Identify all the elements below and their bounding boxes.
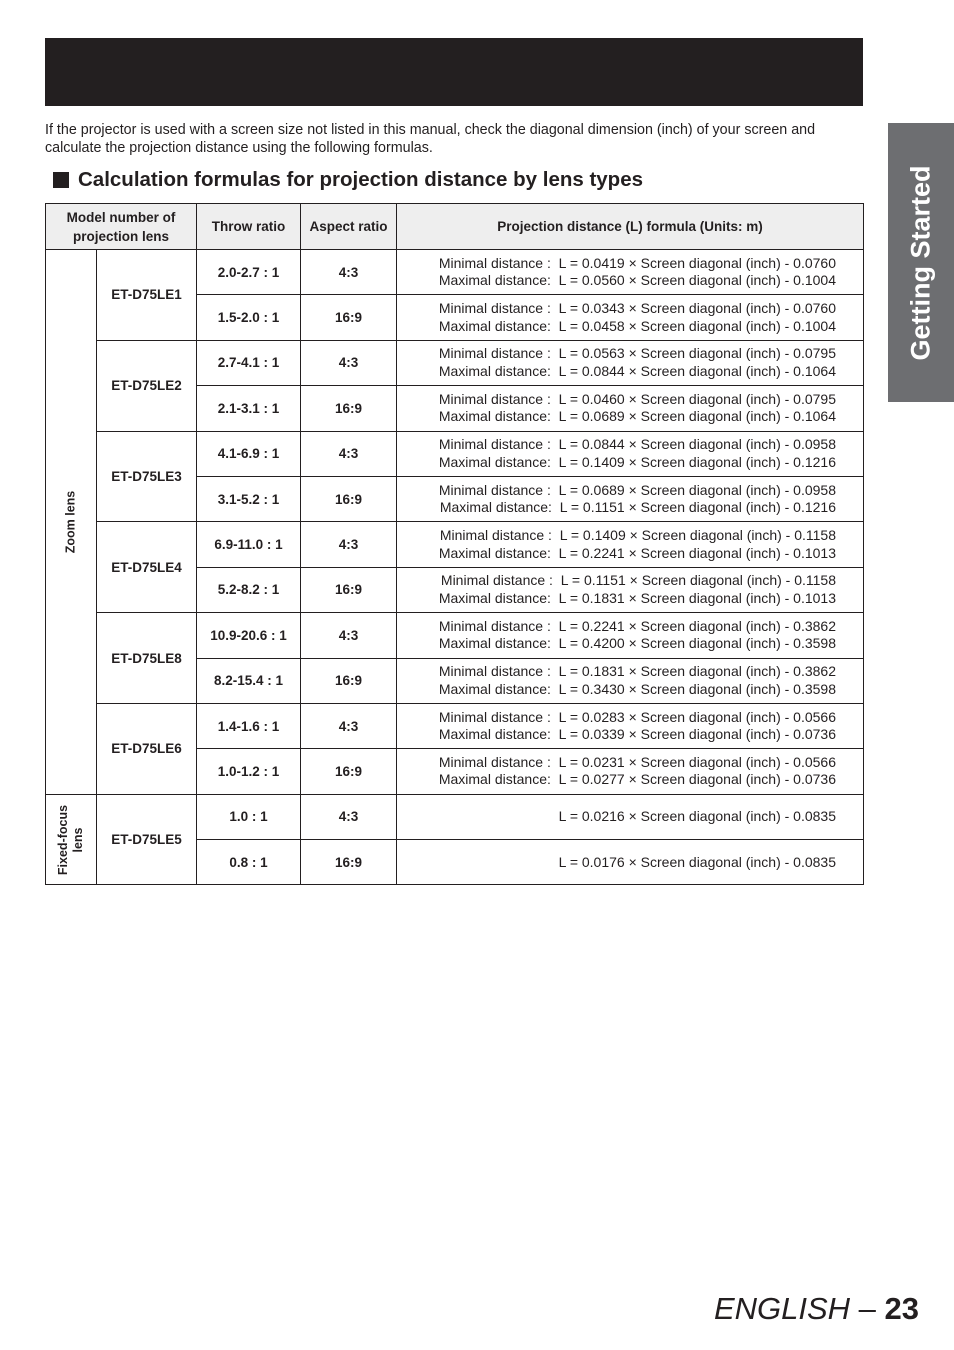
min-distance-formula: L = 0.1831 × Screen diagonal (inch) - 0.3862 xyxy=(558,663,836,680)
max-distance-label: Maximal distance: xyxy=(438,317,551,334)
formula-line xyxy=(397,754,836,772)
throw-ratio: 3.1-5.2 : 1 xyxy=(197,476,301,521)
formula-line xyxy=(397,482,836,500)
formula-line xyxy=(397,345,836,363)
min-distance-formula: L = 0.0689 × Screen diagonal (inch) - 0.0958 xyxy=(558,481,836,498)
min-distance-formula: L = 0.1409 × Screen diagonal (inch) - 0.1158 xyxy=(559,527,836,544)
page-footer xyxy=(714,1291,919,1327)
table-row xyxy=(46,794,864,839)
lens-group-label xyxy=(56,805,86,875)
table-row xyxy=(46,613,864,658)
section-tab-label: Getting Started xyxy=(905,164,936,361)
max-distance-formula: L = 0.2241 × Screen diagonal (inch) - 0.1013 xyxy=(558,544,836,561)
aspect-ratio: 4:3 xyxy=(301,431,397,476)
min-distance-label: Minimal distance : xyxy=(438,254,551,271)
table-header-row xyxy=(46,204,864,250)
min-distance-label: Minimal distance : xyxy=(438,390,551,407)
section-tab xyxy=(888,123,954,402)
aspect-ratio: 16:9 xyxy=(301,295,397,340)
max-distance-formula: L = 0.4200 × Screen diagonal (inch) - 0.3598 xyxy=(558,635,836,652)
distance-formula xyxy=(397,386,864,431)
formula-line xyxy=(397,709,836,727)
throw-ratio: 1.5-2.0 : 1 xyxy=(197,295,301,340)
throw-ratio: 1.0 : 1 xyxy=(197,794,301,839)
footer-language: ENGLISH xyxy=(713,1291,851,1326)
formula-value: L = 0.0216 × Screen diagonal (inch) - 0.0835 xyxy=(558,808,836,825)
formula-line xyxy=(397,771,836,789)
formula-line xyxy=(397,681,836,699)
formula-line xyxy=(397,663,836,681)
lens-group-label-line: lens xyxy=(71,827,85,853)
max-distance-formula: L = 0.1831 × Screen diagonal (inch) - 0.1013 xyxy=(558,589,836,606)
max-distance-label: Maximal distance: xyxy=(438,635,551,652)
max-distance-formula: L = 0.1151 × Screen diagonal (inch) - 0.1216 xyxy=(559,499,836,516)
lens-model: ET-D75LE8 xyxy=(97,613,197,704)
min-distance-label: Minimal distance : xyxy=(438,300,551,317)
min-distance-label: Minimal distance : xyxy=(438,345,551,362)
max-distance-formula: L = 0.1409 × Screen diagonal (inch) - 0.1216 xyxy=(558,453,836,470)
max-distance-formula: L = 0.0560 × Screen diagonal (inch) - 0.1004 xyxy=(558,272,836,289)
header-aspect-ratio: Aspect ratio xyxy=(301,204,397,250)
aspect-ratio: 4:3 xyxy=(301,522,397,567)
lens-model: ET-D75LE1 xyxy=(97,250,197,341)
header-bar xyxy=(45,38,863,106)
aspect-ratio: 16:9 xyxy=(301,658,397,703)
min-distance-formula: L = 0.0231 × Screen diagonal (inch) - 0.0566 xyxy=(558,753,836,770)
distance-formula xyxy=(397,522,864,567)
distance-formula xyxy=(397,794,864,839)
throw-ratio: 2.7-4.1 : 1 xyxy=(197,340,301,385)
table-row xyxy=(46,703,864,748)
formula-line xyxy=(397,499,836,517)
lens-model: ET-D75LE5 xyxy=(97,794,197,885)
distance-formula xyxy=(397,340,864,385)
min-distance-formula: L = 0.0283 × Screen diagonal (inch) - 0.0566 xyxy=(558,708,836,725)
max-distance-label: Maximal distance: xyxy=(438,272,551,289)
max-distance-label: Maximal distance: xyxy=(438,362,551,379)
aspect-ratio: 4:3 xyxy=(301,613,397,658)
aspect-ratio: 16:9 xyxy=(301,476,397,521)
table-row xyxy=(46,431,864,476)
formula-line xyxy=(397,635,836,653)
formula-line xyxy=(397,318,836,336)
formula-line xyxy=(397,391,836,409)
min-distance-formula: L = 0.0844 × Screen diagonal (inch) - 0.0958 xyxy=(558,436,836,453)
min-distance-formula: L = 0.0343 × Screen diagonal (inch) - 0.0760 xyxy=(558,300,836,317)
header-model: Model number of projection lens xyxy=(46,204,197,250)
max-distance-formula: L = 0.0844 × Screen diagonal (inch) - 0.1064 xyxy=(558,362,836,379)
throw-ratio: 4.1-6.9 : 1 xyxy=(197,431,301,476)
throw-ratio: 0.8 : 1 xyxy=(197,840,301,885)
aspect-ratio: 4:3 xyxy=(301,250,397,295)
aspect-ratio: 16:9 xyxy=(301,749,397,794)
min-distance-formula: L = 0.2241 × Screen diagonal (inch) - 0.3862 xyxy=(558,617,836,634)
min-distance-formula: L = 0.1151 × Screen diagonal (inch) - 0.1158 xyxy=(560,572,836,589)
distance-formula xyxy=(397,250,864,295)
bullet-square-icon xyxy=(53,172,69,188)
formula-line xyxy=(397,618,836,636)
distance-formula xyxy=(397,567,864,612)
min-distance-formula: L = 0.0563 × Screen diagonal (inch) - 0.0795 xyxy=(558,345,836,362)
distance-formula xyxy=(397,295,864,340)
throw-ratio: 1.0-1.2 : 1 xyxy=(197,749,301,794)
formula-line xyxy=(397,545,836,563)
distance-formula xyxy=(397,658,864,703)
max-distance-label: Maximal distance: xyxy=(439,499,552,516)
distance-formula xyxy=(397,476,864,521)
aspect-ratio: 4:3 xyxy=(301,703,397,748)
throw-ratio: 6.9-11.0 : 1 xyxy=(197,522,301,567)
formula-line xyxy=(397,272,836,290)
max-distance-formula: L = 0.0277 × Screen diagonal (inch) - 0.0736 xyxy=(558,771,836,788)
throw-ratio: 2.1-3.1 : 1 xyxy=(197,386,301,431)
formula-line xyxy=(397,436,836,454)
page-number: 23 xyxy=(884,1291,919,1326)
max-distance-formula: L = 0.0689 × Screen diagonal (inch) - 0.1064 xyxy=(558,408,836,425)
lens-group-label-line: Fixed-focus xyxy=(56,804,70,875)
header-formula: Projection distance (L) formula (Units: m) xyxy=(397,204,864,250)
header-throw-ratio: Throw ratio xyxy=(197,204,301,250)
max-distance-formula: L = 0.0458 × Screen diagonal (inch) - 0.1004 xyxy=(558,317,836,334)
aspect-ratio: 16:9 xyxy=(301,567,397,612)
section-heading-text: Calculation formulas for projection distance by lens types xyxy=(78,168,644,191)
lens-group-cell xyxy=(46,250,97,795)
formula-line xyxy=(397,726,836,744)
formula-line xyxy=(397,300,836,318)
formula-line xyxy=(397,527,836,545)
max-distance-formula: L = 0.0339 × Screen diagonal (inch) - 0.0736 xyxy=(558,726,836,743)
aspect-ratio: 4:3 xyxy=(301,340,397,385)
lens-model: ET-D75LE6 xyxy=(97,703,197,794)
footer-separator: – xyxy=(850,1291,885,1326)
max-distance-label: Maximal distance: xyxy=(438,726,551,743)
formula-line xyxy=(397,363,836,381)
min-distance-label: Minimal distance : xyxy=(439,527,552,544)
max-distance-label: Maximal distance: xyxy=(438,408,551,425)
table-row xyxy=(46,250,864,295)
formula-line xyxy=(397,572,836,590)
min-distance-formula: L = 0.0419 × Screen diagonal (inch) - 0.0760 xyxy=(558,254,836,271)
min-distance-formula: L = 0.0460 × Screen diagonal (inch) - 0.0795 xyxy=(558,390,836,407)
distance-formula xyxy=(397,431,864,476)
min-distance-label: Minimal distance : xyxy=(438,481,551,498)
lens-model: ET-D75LE2 xyxy=(97,340,197,431)
max-distance-label: Maximal distance: xyxy=(438,544,551,561)
formula-line xyxy=(397,454,836,472)
formula-line xyxy=(397,808,836,826)
min-distance-label: Minimal distance : xyxy=(438,436,551,453)
table-row xyxy=(46,522,864,567)
throw-ratio: 2.0-2.7 : 1 xyxy=(197,250,301,295)
aspect-ratio: 16:9 xyxy=(301,840,397,885)
min-distance-label: Minimal distance : xyxy=(438,663,551,680)
lens-model: ET-D75LE3 xyxy=(97,431,197,522)
lens-group-cell xyxy=(46,794,97,885)
formula-value: L = 0.0176 × Screen diagonal (inch) - 0.0835 xyxy=(558,853,836,870)
throw-ratio: 10.9-20.6 : 1 xyxy=(197,613,301,658)
max-distance-label: Maximal distance: xyxy=(438,680,551,697)
max-distance-label: Maximal distance: xyxy=(438,453,551,470)
formula-line xyxy=(397,255,836,273)
throw-ratio: 5.2-8.2 : 1 xyxy=(197,567,301,612)
min-distance-label: Minimal distance : xyxy=(438,753,551,770)
aspect-ratio: 16:9 xyxy=(301,386,397,431)
intro-paragraph: If the projector is used with a screen size not listed in this manual, check the diagonal dimension (inch) of your screen and calculate the projection distance using the following formulas. xyxy=(45,122,816,156)
section-heading xyxy=(45,168,643,192)
aspect-ratio: 4:3 xyxy=(301,794,397,839)
throw-ratio: 1.4-1.6 : 1 xyxy=(197,703,301,748)
formula-line xyxy=(397,590,836,608)
distance-formula xyxy=(397,613,864,658)
max-distance-label: Maximal distance: xyxy=(438,589,551,606)
distance-formula xyxy=(397,703,864,748)
min-distance-label: Minimal distance : xyxy=(438,617,551,634)
table-body xyxy=(46,250,864,885)
formula-line xyxy=(397,408,836,426)
max-distance-label: Maximal distance: xyxy=(438,771,551,788)
lens-model: ET-D75LE4 xyxy=(97,522,197,613)
distance-formula xyxy=(397,749,864,794)
min-distance-label: Minimal distance : xyxy=(438,708,551,725)
lens-group-label: Zoom lens xyxy=(63,490,78,554)
formula-line xyxy=(397,854,836,872)
max-distance-formula: L = 0.3430 × Screen diagonal (inch) - 0.3598 xyxy=(558,680,836,697)
projection-formula-table xyxy=(45,203,864,885)
min-distance-label: Minimal distance : xyxy=(440,572,553,589)
table-row xyxy=(46,340,864,385)
distance-formula xyxy=(397,840,864,885)
throw-ratio: 8.2-15.4 : 1 xyxy=(197,658,301,703)
